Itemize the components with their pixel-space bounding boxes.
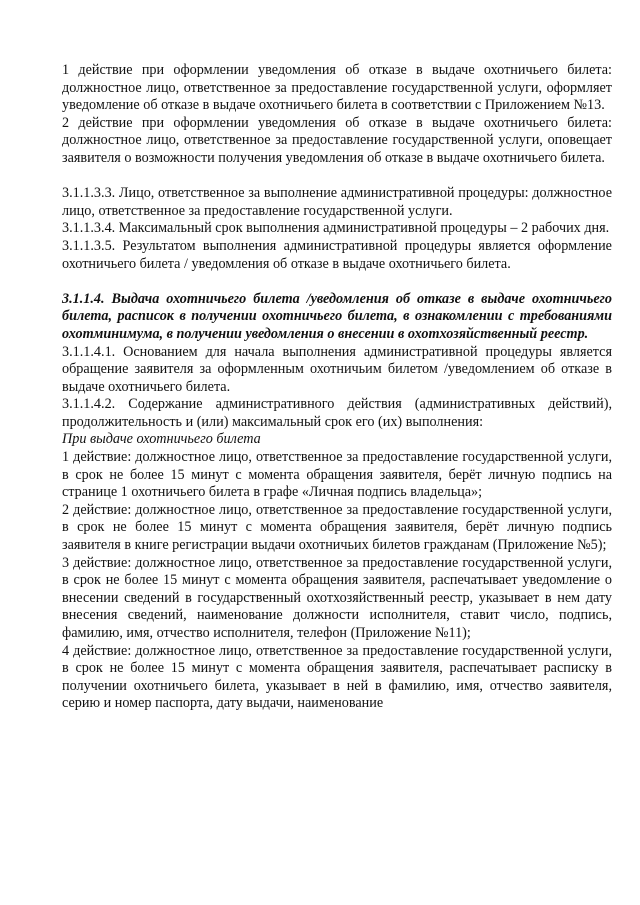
paragraph-refusal-action-2: 2 действие при оформлении уведомления об отказе в выдаче охотничьего билета: должностное лицо, ответственное за предоставление государственной услуги, оповещает заявителя о возможности получения уведомления об отказе в выдаче охотничьего билета. bbox=[62, 114, 612, 166]
blank-line bbox=[62, 168, 612, 186]
action-3: 3 действие: должностное лицо, ответственное за предоставление государственной услуги, в срок не более 15 минут с момента обращения заявителя, распечатывает уведомление о внесении сведений в государственный охотхозяйственный реестр, указывает в нем дату внесения сведений, наименование должности исполнителя, ставит число, подпись, фамилию, имя, отчество исполнителя, телефон (Приложение №11); bbox=[62, 554, 612, 641]
subheading-issue: При выдаче охотничьего билета bbox=[62, 431, 261, 448]
action-1: 1 действие: должностное лицо, ответственное за предоставление государственной услуги, в срок не более 15 минут с момента обращения заявителя, берёт личную подпись на странице 1 охотничьего билета в графе «Личная подпись владельца»; bbox=[62, 449, 612, 501]
paragraph-refusal-action-1: 1 действие при оформлении уведомления об отказе в выдаче охотничьего билета: должностное лицо, ответственное за предоставление государственной услуги, оформляет уведомление об отказе в выдаче охотничьего билета в соответствии с Приложением №13. bbox=[62, 62, 612, 114]
paragraph-3-1-1-3-3: 3.1.1.3.3. Лицо, ответственное за выполнение административной процедуры: должностное лицо, ответственное за предоставление государственной услуги. bbox=[62, 185, 612, 219]
paragraph-3-1-1-3-5: 3.1.1.3.5. Результатом выполнения административной процедуры является оформление охотничьего билета / уведомления об отказе в выдаче охотничьего билета. bbox=[62, 237, 612, 272]
action-4: 4 действие: должностное лицо, ответственное за предоставление государственной услуги, в срок не более 15 минут с момента обращения заявителя, распечатывает расписку в получении охотничьего билета, указывает в ней в фамилию, имя, отчество заявителя, серию и номер паспорта, дату выдачи, наименование bbox=[62, 642, 612, 712]
blank-line bbox=[62, 273, 612, 291]
paragraph-3-1-1-4-1: 3.1.1.4.1. Основанием для начала выполнения административной процедуры является обращение заявителя за оформленным охотничьим билетом /уведомлением об отказе в выдаче охотничьего билета. bbox=[62, 343, 612, 395]
action-2: 2 действие: должностное лицо, ответственное за предоставление государственной услуги, в срок не более 15 минут с момента обращения заявителя, берёт личную подпись заявителя в книге регистрации выдачи охотничьих билетов гражданам (Приложение №5); bbox=[62, 501, 612, 554]
section-heading-3-1-1-4: 3.1.1.4. Выдача охотничьего билета /уведомления об отказе в выдаче охотничьего билета, расписок в получении охотничьего билета, в ознакомлении с требованиями охотминимума, в получении уведомления о внесении в охотхозяйственный реестр. bbox=[62, 290, 612, 342]
paragraph-3-1-1-4-2: 3.1.1.4.2. Содержание административного действия (административных действий), продолжительность и (или) максимальный срок его (их) выполнения: bbox=[62, 396, 612, 430]
document-page bbox=[62, 62, 612, 713]
paragraph-3-1-1-3-4: 3.1.1.3.4. Максимальный срок выполнения административной процедуры – 2 рабочих дня. bbox=[62, 220, 610, 237]
